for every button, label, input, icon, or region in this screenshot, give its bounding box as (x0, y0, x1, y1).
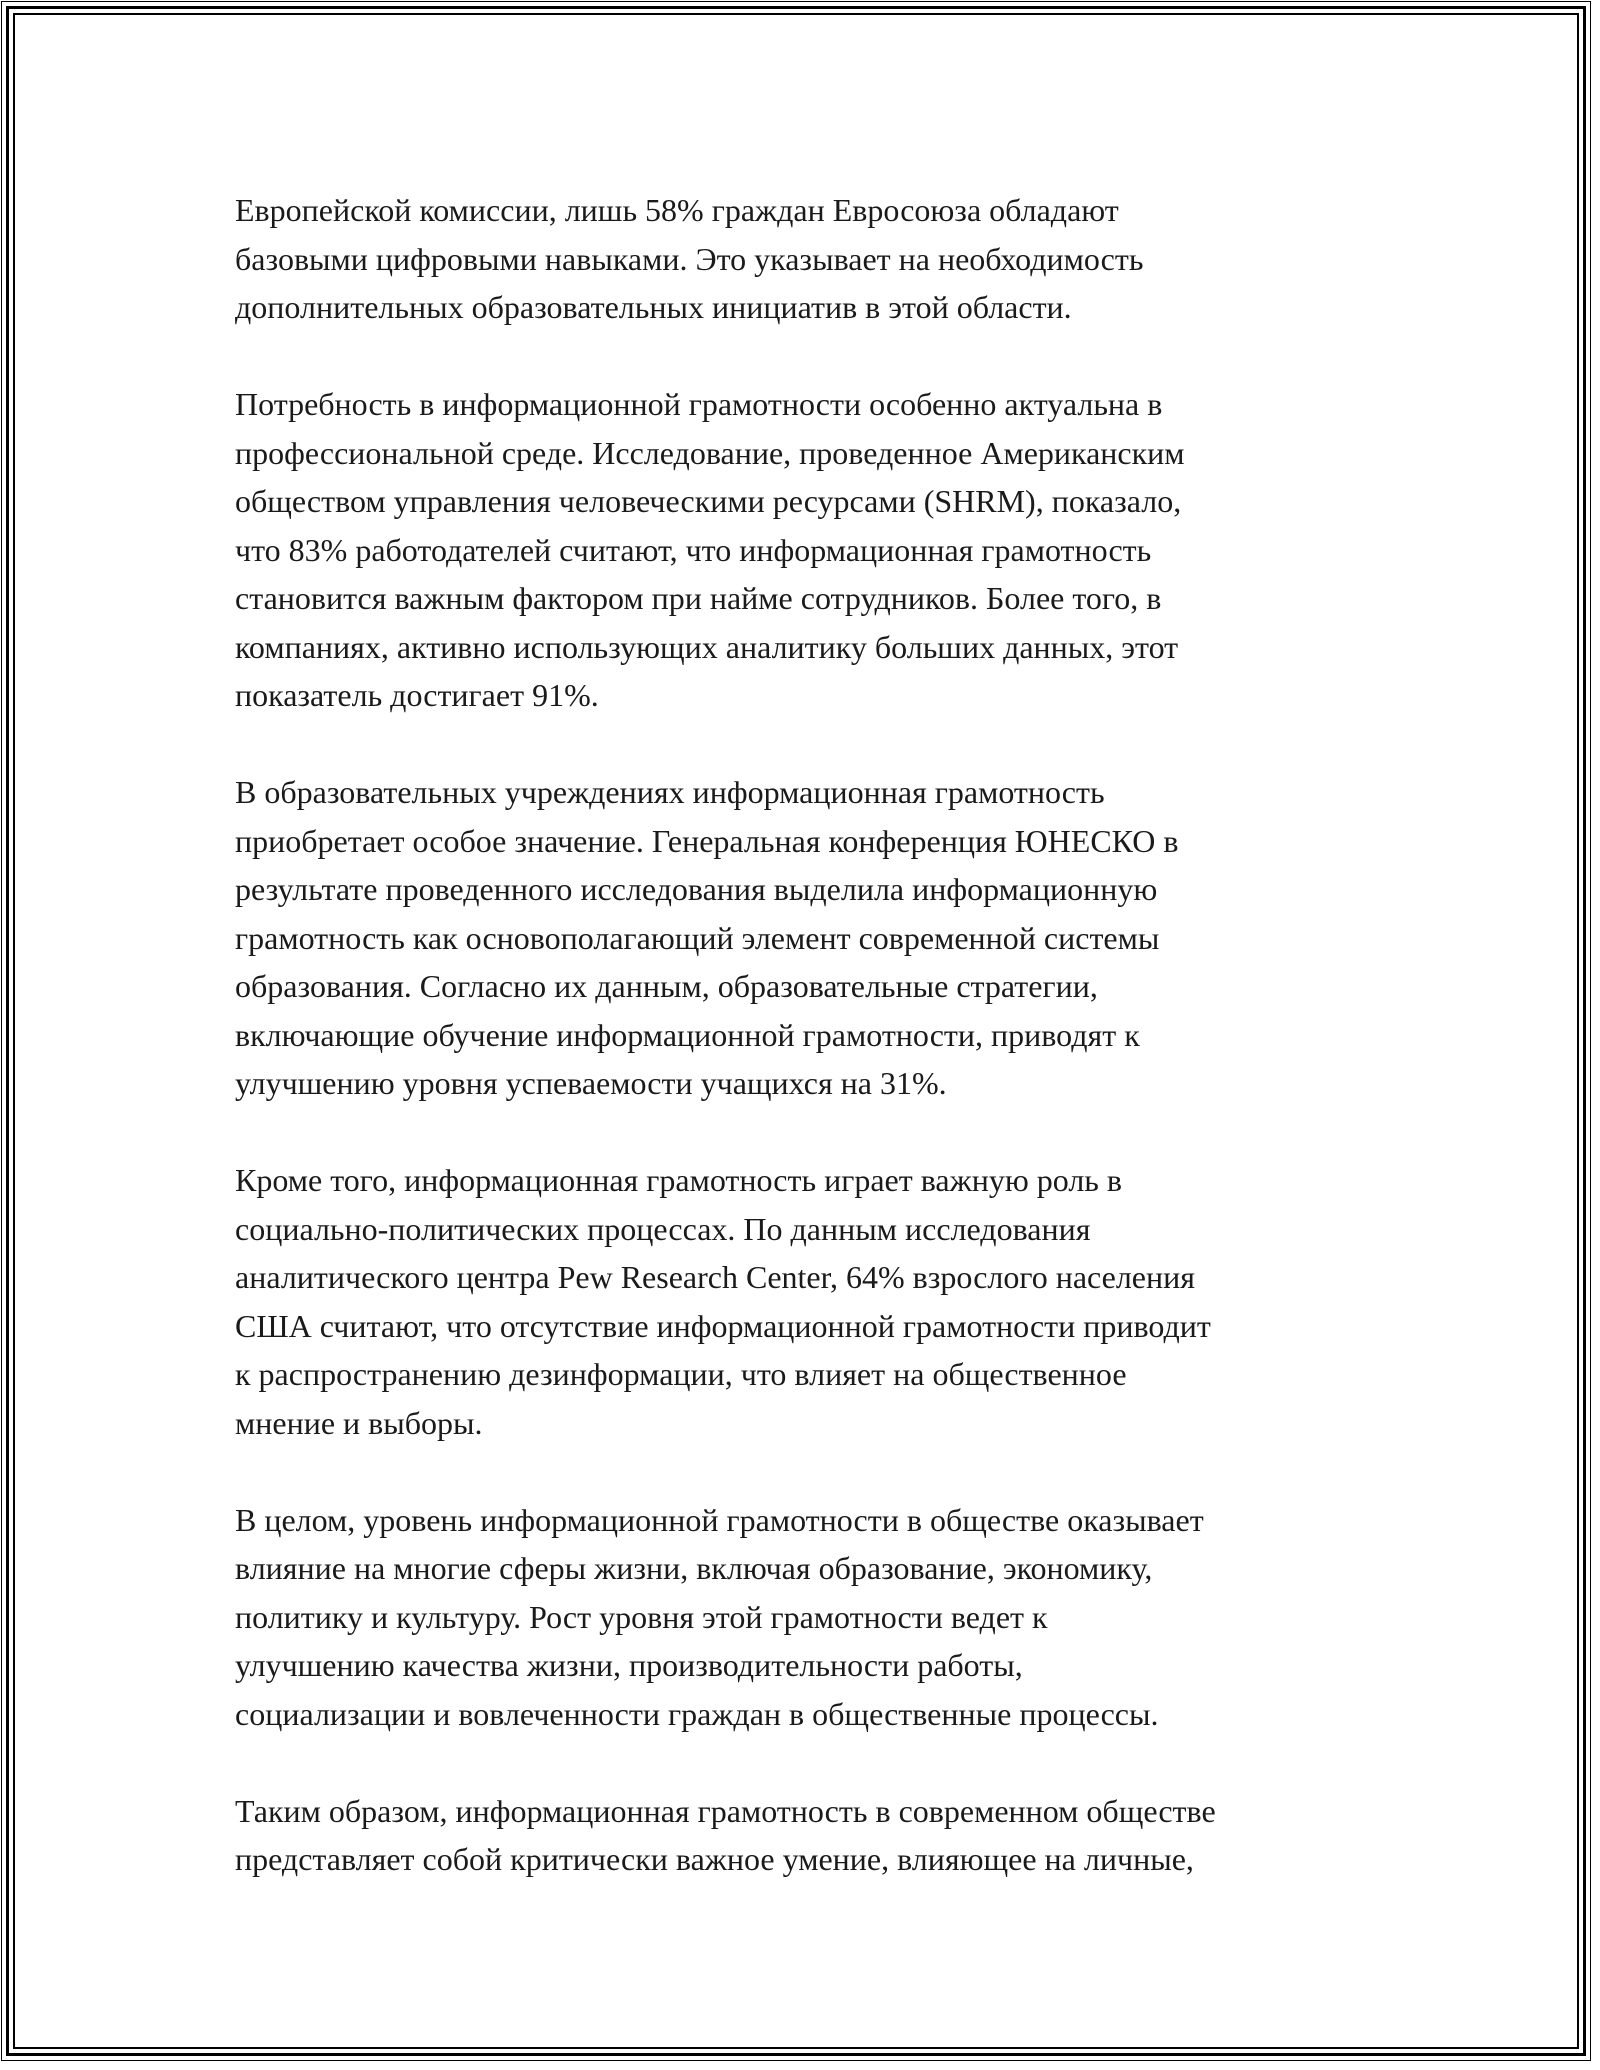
text-line: результате проведенного исследования выделила информационную (235, 871, 1158, 907)
text-line: Кроме того, информационная грамотность играет важную роль в (235, 1162, 1122, 1198)
text-line: Потребность в информационной грамотности особенно актуальна в (235, 386, 1163, 422)
paragraph-1 (235, 186, 1385, 332)
paragraph-4 (235, 1156, 1385, 1447)
text-line: социально-политических процессах. По данным исследования (235, 1210, 1091, 1247)
text-line: мнение и выборы. (235, 1404, 483, 1441)
paragraph-5 (235, 1496, 1385, 1739)
document-body (235, 186, 1385, 1884)
text-line: образования. Согласно их данным, образовательные стратегии, (235, 968, 1098, 1004)
text-line: политику и культуру. Рост уровня этой грамотности ведет к (235, 1598, 1048, 1635)
text-line: В образовательных учреждениях информационная грамотность (235, 774, 1105, 810)
text-line: профессиональной среде. Исследование, проведенное Американским (235, 434, 1185, 471)
text-line: базовыми цифровыми навыками. Это указывает на необходимость (235, 240, 1144, 277)
text-line: улучшению качества жизни, производительности работы, (235, 1647, 1023, 1683)
text-line: улучшению уровня успеваемости учащихся на 31%. (235, 1065, 947, 1101)
paragraph-2 (235, 380, 1385, 720)
text-line: аналитического центра Pew Research Center, 64% взрослого населения (235, 1259, 1195, 1295)
text-line: социализации и вовлеченности граждан в общественные процессы. (235, 1695, 1159, 1732)
text-line: показатель достигает 91%. (235, 677, 599, 713)
text-line: В целом, уровень информационной грамотности в обществе оказывает (235, 1501, 1204, 1538)
text-line: дополнительных образовательных инициатив в этой области. (235, 289, 1072, 325)
paragraph-6 (235, 1787, 1385, 1884)
text-line: Европейской комиссии, лишь 58% граждан Евросоюза обладают (235, 192, 1119, 228)
paragraph-3 (235, 768, 1385, 1108)
text-line: США считают, что отсутствие информационной грамотности приводит (235, 1307, 1211, 1344)
text-line: Таким образом, информационная грамотность в современном обществе (235, 1792, 1216, 1829)
text-line: становится важным фактором при найме сотрудников. Более того, в (235, 580, 1162, 616)
text-line: обществом управления человеческими ресурсами (SHRM), показало, (235, 483, 1182, 519)
text-line: влияние на многие сферы жизни, включая образование, экономику, (235, 1550, 1153, 1586)
text-line: компаниях, активно использующих аналитику больших данных, этот (235, 628, 1179, 665)
text-line: к распространению дезинформации, что влияет на общественное (235, 1356, 1127, 1392)
text-line: что 83% работодателей считают, что информационная грамотность (235, 531, 1152, 568)
text-line: грамотность как основополагающий элемент современной системы (235, 919, 1160, 956)
text-line: представляет собой критически важное умение, влияющее на личные, (235, 1841, 1194, 1877)
text-line: приобретает особое значение. Генеральная конференция ЮНЕСКО в (235, 822, 1179, 859)
text-line: включающие обучение информационной грамотности, приводят к (235, 1016, 1140, 1053)
